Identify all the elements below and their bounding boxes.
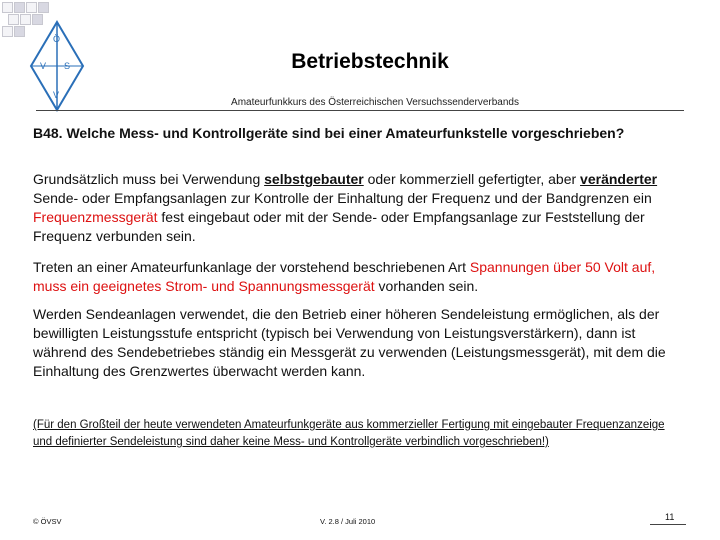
header-divider	[36, 110, 684, 111]
paragraph-1-text: Sende- oder Empfangsanlagen zur Kontrolle der Einhaltung der Frequenz und der Bandgrenzen ein	[33, 190, 652, 206]
paragraph-3: Werden Sendeanlagen verwendet, die den Betrieb einer höheren Sendeleistung ermöglichen, als der bewilligten Leistungsstufe entspricht (typisch bei Verwendung von Leistungsverstärkern), dann ist während des Sendebetriebes ständig ein Messgerät zu verwenden (Leistungsmessgerät), mit dem die Einhaltung des Grenzwertes überwacht werden kann.	[33, 306, 666, 379]
svg-text:S: S	[64, 61, 71, 71]
paragraph-1	[33, 170, 683, 246]
footer-copyright: © ÖVSV	[33, 517, 62, 526]
question-heading: B48. Welche Mess- und Kontrollgeräte sind bei einer Amateurfunkstelle vorgeschrieben?	[33, 125, 625, 141]
svg-text:V: V	[40, 61, 47, 71]
paragraph-1-text: oder kommerziell gefertigter, aber	[363, 171, 581, 187]
footnote-text: (Für den Großteil der heute verwendeten Amateurfunkgeräte aus kommerzieller Fertigung mit eingebauter Frequenzanzeige und definierter Sendeleistung sind daher keine Mess- und Kontrollgeräte verbindlich vorgeschrieben!)	[33, 419, 665, 448]
svg-text:V: V	[53, 90, 60, 100]
paragraph-2-text: vorhanden sein.	[374, 278, 479, 294]
emphasis-veraenderter: veränderter	[580, 171, 658, 187]
svg-text:Ö: Ö	[53, 34, 61, 44]
paragraph-1-text: Grundsätzlich muss bei Verwendung	[33, 171, 265, 187]
emphasis-selbstgebauter: selbstgebauter	[264, 171, 364, 187]
page-title: Betriebstechnik	[291, 50, 449, 73]
highlight-frequenzmessgeraet: Frequenzmessgerät	[33, 209, 158, 225]
footer-version: V. 2.8 / Juli 2010	[320, 517, 376, 526]
paragraph-2-text: Treten an einer Amateurfunkanlage der vorstehend beschriebenen Art	[33, 259, 470, 275]
page-number: 11	[665, 512, 675, 522]
highlight-spannungsmessgeraet: Spannungen über 50 Volt auf, muss ein geeignetes Strom- und Spannungsmessgerät	[33, 259, 656, 294]
paragraph-1-text: fest eingebaut oder mit der Sende- oder Empfangsanlage zur Feststellung der Frequenz verbunden sein.	[33, 209, 645, 244]
oevsv-logo-icon	[29, 20, 85, 112]
footer-divider	[650, 524, 686, 525]
paragraph-2	[33, 258, 683, 296]
page-subtitle: Amateurfunkkurs des Österreichischen Versuchssenderverbands	[231, 97, 519, 108]
footnote	[33, 417, 683, 451]
